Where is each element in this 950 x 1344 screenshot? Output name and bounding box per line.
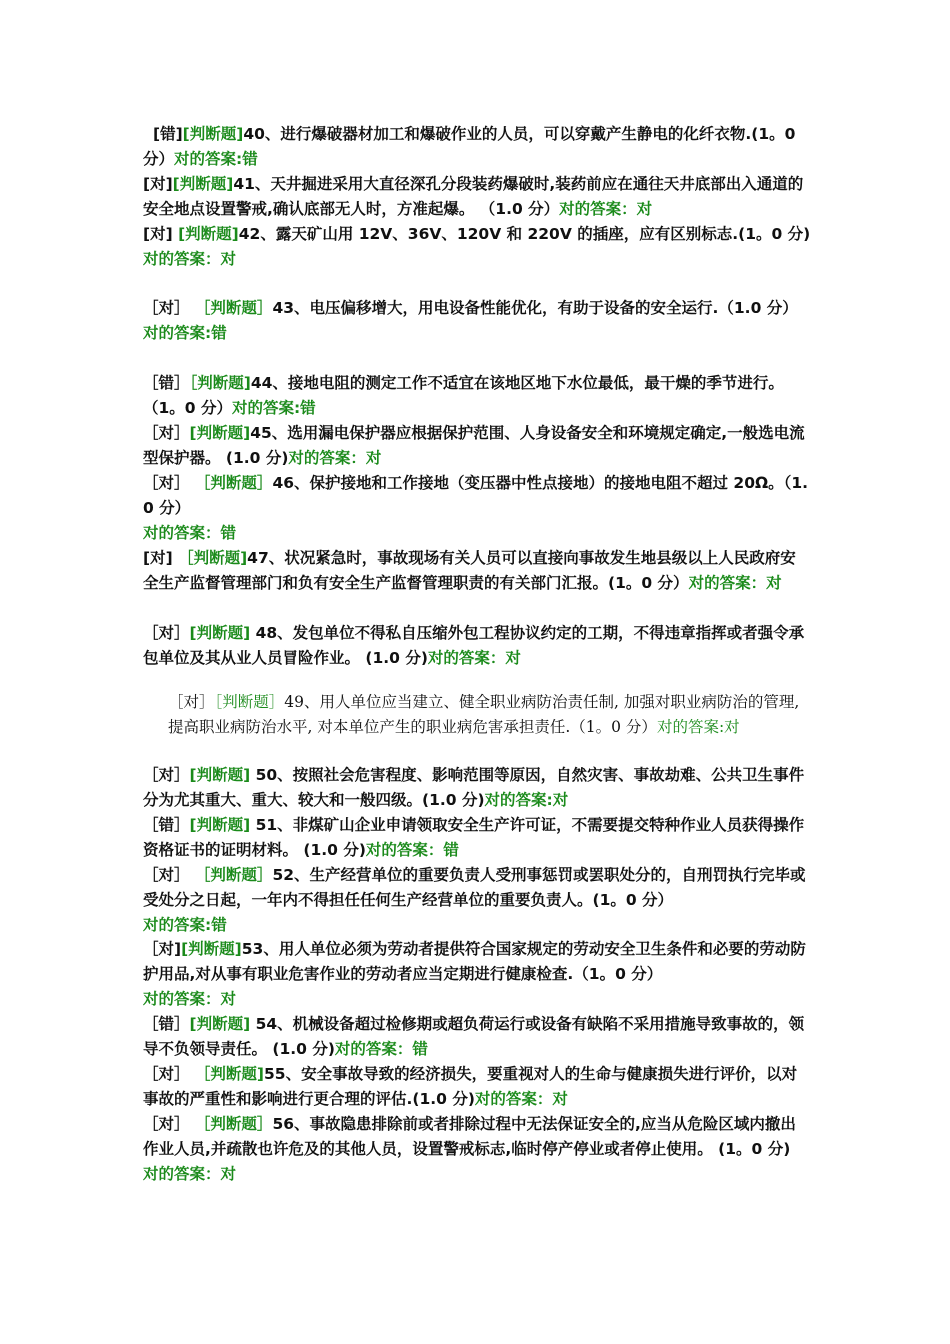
verdict-label: ［对］ [143,1065,190,1083]
question-text: 54、机械设备超过检修期或超负荷运行或设备有缺陷不采用措施导致事故的，领导不负领导责任。 (1.0 分) [143,1015,805,1058]
verdict-label: ［对］ [143,424,190,442]
question-type-tag: ［判断题］ [194,299,273,317]
question-52 [143,863,811,938]
question-42 [143,222,811,272]
question-type-tag: [判断题] [178,225,239,243]
correct-answer: 对的答案：错 [365,840,459,859]
question-text: 49、用人单位应当建立、健全职业病防治责任制, 加强对职业病防治的管理, 提高职业病防治水平, 对本单位产生的职业病危害承担责任.（1。0 分） [168,693,800,736]
verdict-label: ［对］ [143,766,190,784]
question-text: 55、安全事故导致的经济损失，要重视对人的生命与健康损失进行评价，以对事故的严重性和影响进行更合理的评估.(1.0 分) [143,1065,798,1108]
question-type-tag: [判断题] [181,940,242,958]
question-type-tag: ［判断题] [189,374,251,392]
verdict-label: ［错］ [143,1015,190,1033]
question-55 [143,1062,811,1112]
question-text: 53、用人单位必须为劳动者提供符合国家规定的劳动安全卫生条件和必要的劳动防护用品,对从事有职业危害作业的劳动者应当定期进行健康检查.（1。0 分） [143,940,806,983]
question-type-tag: ［判断题] [178,549,248,567]
question-text: 44、接地电阻的测定工作不适宜在该地区地下水位最低，最干燥的季节进行。（1。0 分） [143,374,784,417]
verdict-label: [对] [143,549,173,567]
correct-answer: 对的答案:对 [484,790,569,809]
question-text: 52、生产经营单位的重要负责人受刑事惩罚或罢职处分的，自刑罚执行完毕或受处分之日起，一年内不得担任任何生产经营单位的重要负责人。(1。0 分） [143,866,806,909]
question-text: 46、保护接地和工作接地（变压器中性点接地）的接地电阻不超过 20Ω。（1.0 分） [143,474,809,517]
verdict-label: ［对］ [168,693,215,711]
verdict-label: ［错］ [143,816,190,834]
question-type-tag: [判断题] [189,1015,251,1033]
correct-answer: 对的答案：对 [688,573,782,592]
question-44 [143,371,811,421]
correct-answer: 对的答案:错 [174,149,258,168]
correct-answer: 对的答案：对 [143,249,237,268]
verdict-label: ［对］ [143,299,190,317]
verdict-label: [对] [143,175,173,193]
question-43 [143,296,811,346]
question-text: 50、按照社会危害程度、影响范围等原因，自然灾害、事故劫难、公共卫生事件分为尤其重大、重大、较大和一般四级。(1.0 分) [143,766,805,809]
question-text: 47、状况紧急时，事故现场有关人员可以直接向事故发生地县级以上人民政府安全生产监督管理部门和负有安全生产监督管理职责的有关部门汇报。(1。0 分） [143,549,796,592]
verdict-label: [对] [143,225,173,243]
question-type-tag: ［判断题] [194,1065,265,1083]
verdict-label: ［对］ [143,1115,190,1133]
question-47 [143,546,811,596]
question-53 [143,937,811,1012]
correct-answer: 对的答案：对 [559,199,653,218]
verdict-label: ［对］ [143,474,190,492]
correct-answer: 对的答案:对 [656,717,740,736]
correct-answer: 对的答案：对 [143,1164,237,1183]
question-type-tag: [判断题] [182,125,244,143]
correct-answer: 对的答案：对 [474,1089,568,1108]
correct-answer: 对的答案：错 [334,1039,428,1058]
question-type-tag: [判断题] [172,175,234,193]
question-type-tag: ［判断题］ [194,474,273,492]
question-text: 51、非煤矿山企业申请领取安全生产许可证，不需要提交特种作业人员获得操作资格证书的证明材料。 (1.0 分) [143,816,805,859]
question-text: 45、选用漏电保护器应根据保护范围、人身设备安全和环境规定确定,一般选电流型保护器。 (1.0 分) [143,424,805,467]
correct-answer: 对的答案：错 [143,523,237,542]
question-type-tag: [判断题] [189,816,251,834]
correct-answer: 对的答案：对 [288,448,382,467]
question-56 [143,1112,811,1187]
correct-answer: 对的答案:错 [143,915,227,934]
question-text: 43、电压偏移增大，用电设备性能优化，有助于设备的安全运行.（1.0 分） [272,299,798,317]
question-text: 41、天井掘进采用大直径深孔分段装药爆破时,装药前应在通往天井底部出入通道的安全地点设置警戒,确认底部无人时，方准起爆。 （1.0 分） [143,175,804,218]
question-40 [143,122,811,172]
question-type-tag: ［判断题］ [194,1115,273,1133]
question-text: 56、事故隐患排除前或者排除过程中无法保证安全的,应当从危险区域内撤出作业人员,并疏散也许危及的其他人员，设置警戒标志,临时停产停业或者停止使用。 (1。0 分) [143,1115,796,1158]
correct-answer: 对的答案:错 [143,323,227,342]
question-46 [143,471,811,546]
verdict-label: ［错］ [143,374,190,392]
question-49 [168,690,814,740]
question-48 [143,621,811,671]
correct-answer: 对的答案:错 [231,398,316,417]
question-type-tag: [判断题] [189,424,251,442]
question-text: 42、露天矿山用 12V、36V、120V 和 220V 的插座，应有区别标志.(1。0 分) [238,225,811,243]
verdict-label: ［对] [143,940,182,958]
question-type-tag: [判断题] [189,624,251,642]
correct-answer: 对的答案：对 [143,989,237,1008]
question-type-tag: [判断题] [189,766,251,784]
verdict-label: ［对］ [143,866,190,884]
question-50 [143,763,811,813]
verdict-label: [错] [153,125,183,143]
question-type-tag: ［判断题］ [214,693,285,711]
question-text: 40、进行爆破器材加工和爆破作业的人员，可以穿戴产生静电的化纤衣物.(1。0 分） [143,125,796,168]
correct-answer: 对的答案：对 [427,648,521,667]
question-41 [143,172,811,222]
question-text: 48、发包单位不得私自压缩外包工程协议约定的工期，不得违章指挥或者强令承包单位及其从业人员冒险作业。 (1.0 分) [143,624,805,667]
question-45 [143,421,811,471]
question-type-tag: ［判断题］ [194,866,273,884]
question-54 [143,1012,811,1062]
verdict-label: ［对］ [143,624,190,642]
question-51 [143,813,811,863]
